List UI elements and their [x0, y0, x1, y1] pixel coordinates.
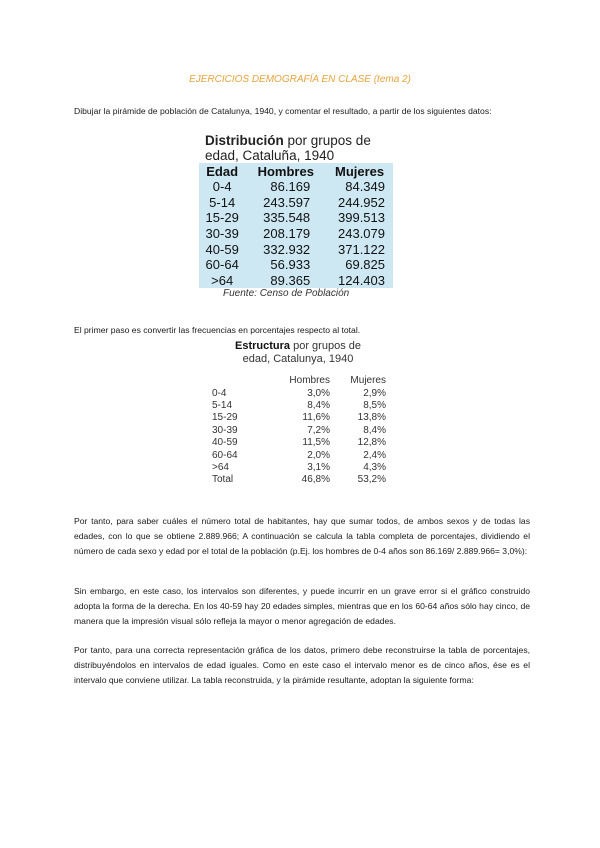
- total-paragraph: Por tanto, para saber cuáles el número total de habitantes, hay que sumar todos, de ambos sexos y de todas las edades, con lo que se obtiene 2.889.966; A continuación se calcula la tabla completa de porcentajes, dividiendo el número de cada sexo y edad por el total de la población (p.Ej. los hombres de 0-4 años son 86.169/ 2.889.966= 3,0%):: [74, 516, 530, 556]
- page-title: EJERCICIOS DEMOGRAFÍA EN CLASE (tema 2): [189, 74, 411, 85]
- structure-title-rest: por grupos de: [290, 340, 361, 352]
- distribution-cell: 60-64: [205, 257, 239, 273]
- header-hombres: Hombres: [257, 163, 314, 179]
- structure-cell: 11,5%: [302, 437, 330, 449]
- distribution-cell: 243.597: [263, 194, 311, 210]
- structure-cell: >64: [212, 462, 229, 474]
- structure-row: [210, 424, 386, 436]
- structure-table-title: [210, 340, 386, 366]
- structure-cell: 60-64: [212, 449, 238, 461]
- step1-paragraph: El primer paso es convertir las frecuencias en porcentajes respecto al total.: [74, 325, 361, 335]
- intro-paragraph: Dibujar la pirámide de población de Catalunya, 1940, y comentar el resultado, a partir de los siguientes datos:: [74, 106, 492, 116]
- structure-row: [210, 412, 386, 424]
- distribution-row: [199, 241, 393, 257]
- distribution-row: [199, 195, 393, 211]
- header-edad: Edad: [206, 163, 239, 179]
- structure-cell: 53,2%: [357, 474, 386, 486]
- distribution-source: Fuente: Censo de Población: [223, 288, 350, 300]
- structure-cell: Total: [212, 474, 234, 486]
- distribution-table-grid: [199, 163, 393, 288]
- structure-cell: 5-14: [212, 400, 233, 412]
- distribution-cell: 243.079: [338, 226, 385, 242]
- structure-row: [210, 449, 386, 461]
- structure-cell: 3,0%: [307, 387, 330, 399]
- reconstruction-paragraph: Por tanto, para una correcta representación gráfica de los datos, primero debe reconstruirse la tabla de porcentajes, distribuyéndolos en intervalos de edad iguales. Como en este caso el intervalo menor es de cinco años, ése es el intervalo que conviene utilizar. La tabla reconstruida, y la pirámide resultante, adoptan la siguiente forma:: [74, 645, 530, 685]
- structure-title-bold: Estructura: [235, 340, 291, 352]
- distribution-cell: 371.122: [338, 241, 385, 257]
- distribution-cell: 40-59: [205, 241, 239, 257]
- structure-cell: 8,5%: [363, 400, 386, 412]
- structure-header-hombres: Hombres: [289, 375, 330, 386]
- distribution-cell: 5-14: [209, 194, 236, 210]
- distribution-header-row: [199, 163, 393, 179]
- intervals-paragraph: Sin embargo, en este caso, los intervalos son diferentes, y puede incurrir en un grave error si el gráfico construido adopta la forma de la derecha. En los 40-59 hay 20 edades simples, mientras que en los 60-64 años sólo hay cinco, de manera que la impresión visual sólo refleja la mayor o menor agregación de edades.: [74, 586, 530, 626]
- structure-cell: 11,6%: [302, 412, 330, 424]
- distribution-cell: >64: [211, 272, 234, 288]
- structure-row: [210, 461, 386, 473]
- distribution-cell: 69.825: [345, 257, 385, 273]
- distribution-cell: 15-29: [205, 210, 239, 226]
- header-mujeres: Mujeres: [335, 163, 385, 179]
- distribution-row: [199, 226, 393, 242]
- structure-cell: 8,4%: [363, 424, 386, 436]
- distribution-cell: 335.548: [263, 210, 311, 226]
- structure-row: [210, 387, 386, 399]
- distribution-cell: 332.932: [263, 241, 311, 257]
- structure-cell: 2,9%: [363, 387, 386, 399]
- distribution-row: [199, 273, 393, 289]
- distribution-cell: 84.349: [345, 179, 385, 195]
- distribution-title-rest: por grupos de: [283, 133, 371, 148]
- distribution-cell: 56.933: [270, 257, 311, 273]
- structure-cell: 3,1%: [307, 462, 330, 474]
- structure-title-line2: edad, Catalunya, 1940: [242, 353, 354, 365]
- distribution-row: [199, 179, 393, 195]
- structure-cell: 7,2%: [307, 424, 330, 436]
- distribution-cell: 89.365: [270, 272, 311, 288]
- structure-table: [210, 340, 386, 486]
- distribution-cell: 0-4: [212, 179, 232, 195]
- structure-header-age: [210, 374, 266, 387]
- distribution-row: [199, 210, 393, 226]
- structure-cell: 4,3%: [363, 462, 386, 474]
- distribution-title-line2: edad, Cataluña, 1940: [205, 148, 335, 163]
- distribution-cell: 399.513: [338, 210, 385, 226]
- structure-row: [210, 399, 386, 411]
- distribution-cell: 124.403: [338, 272, 385, 288]
- structure-cell: 2,0%: [307, 449, 330, 461]
- distribution-cell: 86.169: [270, 179, 311, 195]
- structure-header-mujeres: Mujeres: [350, 375, 386, 386]
- structure-cell: 15-29: [212, 412, 238, 424]
- distribution-table: [199, 133, 393, 300]
- distribution-cell: 30-39: [205, 226, 239, 242]
- distribution-row: [199, 257, 393, 273]
- distribution-cell: 244.952: [338, 194, 385, 210]
- structure-cell: 46,8%: [301, 474, 330, 486]
- structure-cell: 8,4%: [307, 400, 330, 412]
- structure-row: [210, 474, 386, 486]
- structure-row: [210, 437, 386, 449]
- structure-cell: 30-39: [212, 424, 238, 436]
- structure-cell: 40-59: [212, 437, 238, 449]
- structure-header-row: [210, 374, 386, 387]
- structure-cell: 12,8%: [357, 437, 386, 449]
- distribution-table-title: [199, 133, 393, 163]
- distribution-title-bold: Distribución: [205, 133, 284, 148]
- structure-cell: 2,4%: [363, 449, 386, 461]
- distribution-cell: 208.179: [263, 226, 311, 242]
- structure-cell: 13,8%: [357, 412, 386, 424]
- structure-cell: 0-4: [212, 387, 227, 399]
